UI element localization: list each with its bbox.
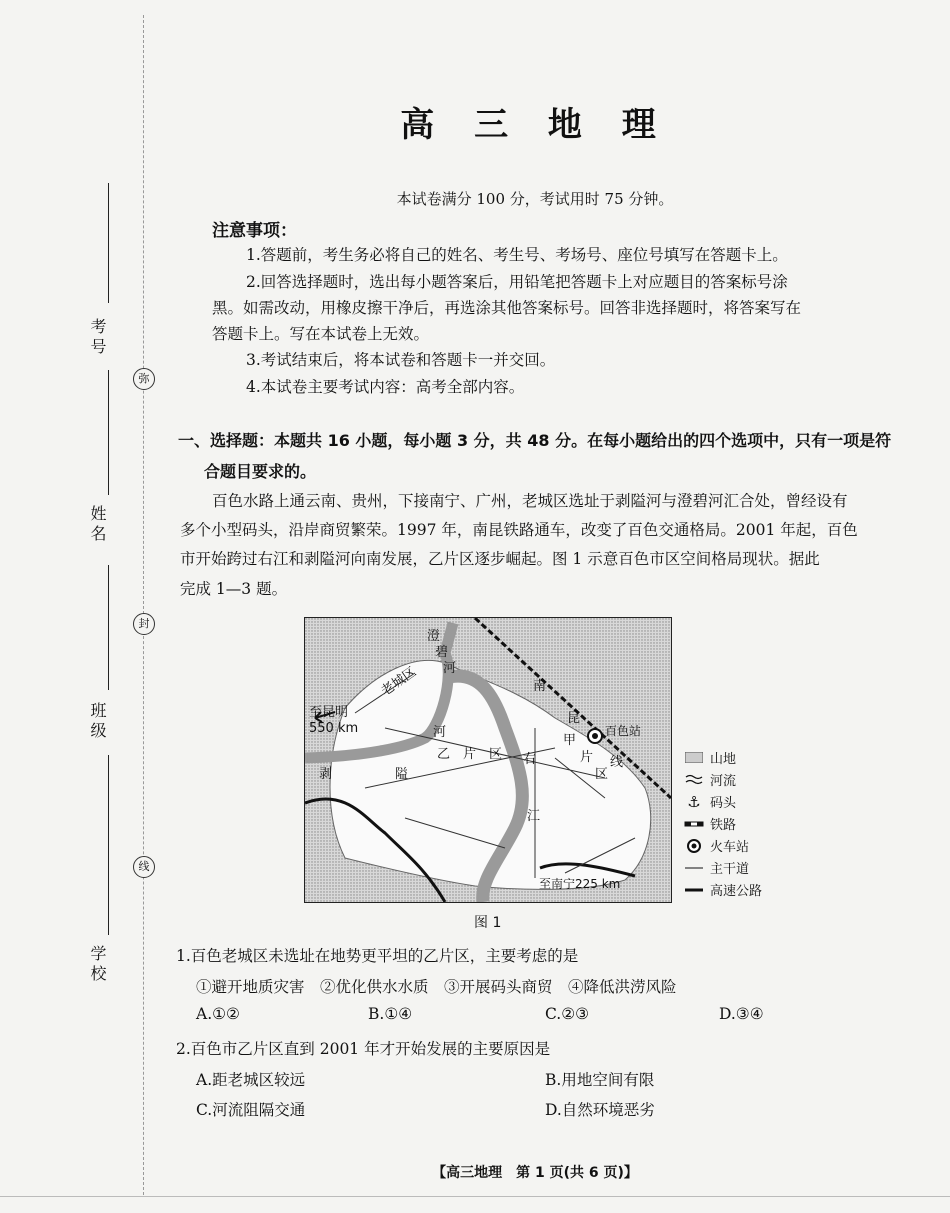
question-1-stem: 1.百色老城区未选址在地势更平坦的乙片区，主要考虑的是 [176, 947, 579, 965]
map-label: 右 [523, 752, 537, 767]
map-label: 乙 [437, 747, 451, 762]
legend-label: 火车站 [710, 840, 750, 855]
legend-label: 码头 [710, 796, 737, 811]
passage-line: 完成 1—3 题。 [180, 580, 288, 598]
seal-feng: 封 [133, 613, 155, 635]
map-label: 甲 [563, 733, 577, 748]
map-label: 区 [595, 767, 609, 782]
map-label: 河 [433, 725, 447, 740]
map-label: 河 [443, 661, 457, 676]
station-icon [684, 840, 704, 852]
notice-line: 2.回答选择题时，选出每小题答案后，用铅笔把答题卡上对应题目的答案标号涂 [246, 273, 788, 291]
map-label: 昆 [567, 711, 581, 726]
map-label: 澄 [427, 629, 441, 644]
question-1-option-c[interactable]: C.②③ [545, 1005, 590, 1023]
map-label-station: 百色站 [605, 724, 642, 738]
question-1-option-b[interactable]: B.①④ [368, 1005, 413, 1023]
bottom-edge [0, 1196, 950, 1197]
exam-number-rule [108, 183, 109, 303]
map-label: 区 [489, 747, 503, 762]
seal-mi: 弥 [133, 368, 155, 390]
mountain-icon [684, 752, 704, 764]
legend-label: 山地 [710, 752, 737, 767]
main-road-icon [684, 862, 704, 874]
binding-dashed-line [143, 15, 144, 1195]
river-icon [684, 774, 704, 786]
school-rule [108, 755, 109, 935]
question-2-option-b[interactable]: B.用地空间有限 [545, 1071, 655, 1089]
exam-info: 本试卷满分 100 分，考试用时 75 分钟。 [396, 190, 674, 208]
map-label: 剥 [319, 767, 333, 782]
passage-line: 百色水路上通云南、贵州，下接南宁、广州，老城区选址于剥隘河与澄碧河汇合处，曾经设有 [212, 492, 848, 510]
legend-label: 河流 [710, 774, 737, 789]
map-label: 南 [533, 679, 547, 694]
section-heading: 一、选择题：本题共 16 小题，每小题 3 分，共 48 分。在每小题给出的四个选项中，只有一项是符 [178, 431, 892, 450]
legend-label: 主干道 [710, 862, 750, 877]
legend-label: 铁路 [710, 818, 737, 833]
map-label: 线 [610, 755, 624, 770]
map-label: 550 km [309, 721, 359, 736]
legend-label: 高速公路 [710, 884, 763, 899]
map-label: 江 [527, 809, 541, 824]
passage-line: 市开始跨过右江和剥隘河向南发展，乙片区逐步崛起。图 1 示意百色市区空间格局现状。据此 [180, 550, 820, 568]
figure-1-map [304, 617, 672, 903]
question-1-option-a[interactable]: A.①② [196, 1005, 240, 1023]
legend-wharf [684, 792, 736, 811]
anchor-icon: ⚓ [687, 792, 701, 811]
legend-station [684, 836, 749, 855]
school-label: 学校 [88, 945, 107, 985]
figure-caption: 图 1 [474, 915, 502, 931]
map-label: 碧 [435, 645, 449, 660]
map-svg [305, 618, 671, 902]
page-footer: 【高三地理 第 1 页(共 6 页)】 [432, 1165, 638, 1181]
notice-line: 黑。如需改动，用橡皮擦干净后，再选涂其他答案标号。回答非选择题时，将答案写在 [212, 299, 802, 317]
legend-expressway [684, 880, 762, 899]
map-label-laocheng: 老城区 [378, 664, 420, 700]
expressway-icon [684, 884, 704, 896]
exam-number-label: 考号 [88, 318, 107, 358]
question-1-option-d[interactable]: D.③④ [719, 1005, 764, 1023]
legend-river [684, 770, 736, 789]
class-label: 班级 [88, 702, 107, 742]
legend-main-road [684, 858, 749, 877]
notice-heading: 注意事项： [212, 221, 297, 241]
section-heading-cont: 合题目要求的。 [204, 462, 317, 481]
railway-icon [684, 818, 704, 830]
seal-xian: 线 [133, 856, 155, 878]
station-dot [592, 733, 598, 739]
map-label: 隘 [395, 767, 409, 782]
map-label: 片 [580, 750, 594, 765]
class-rule [108, 565, 109, 690]
legend-mountain [684, 748, 736, 767]
notice-line: 1.答题前，考生务必将自己的姓名、考生号、考场号、座位号填写在答题卡上。 [246, 246, 788, 264]
legend-railway [684, 814, 736, 833]
notice-line: 答题卡上。写在本试卷上无效。 [212, 325, 430, 343]
map-label: 至昆明 [309, 705, 349, 720]
question-2-stem: 2.百色市乙片区直到 2001 年才开始发展的主要原因是 [176, 1040, 551, 1058]
question-2-option-a[interactable]: A.距老城区较远 [196, 1071, 306, 1089]
page-title: 高 三 地 理 [400, 105, 670, 145]
question-2-option-d[interactable]: D.自然环境恶劣 [545, 1101, 655, 1119]
name-rule [108, 370, 109, 495]
question-1-items: ①避开地质灾害 ②优化供水水质 ③开展码头商贸 ④降低洪涝风险 [196, 978, 677, 996]
name-label: 姓名 [88, 505, 107, 545]
passage-line: 多个小型码头，沿岸商贸繁荣。1997 年，南昆铁路通车，改变了百色交通格局。2001 年起，百色 [180, 521, 858, 539]
question-2-option-c[interactable]: C.河流阻隔交通 [196, 1101, 306, 1119]
notice-line: 3.考试结束后，将本试卷和答题卡一并交回。 [246, 351, 556, 369]
notice-line: 4.本试卷主要考试内容：高考全部内容。 [246, 378, 525, 396]
map-label-nanning: 至南宁225 km [539, 877, 621, 891]
map-label: 片 [463, 747, 477, 762]
